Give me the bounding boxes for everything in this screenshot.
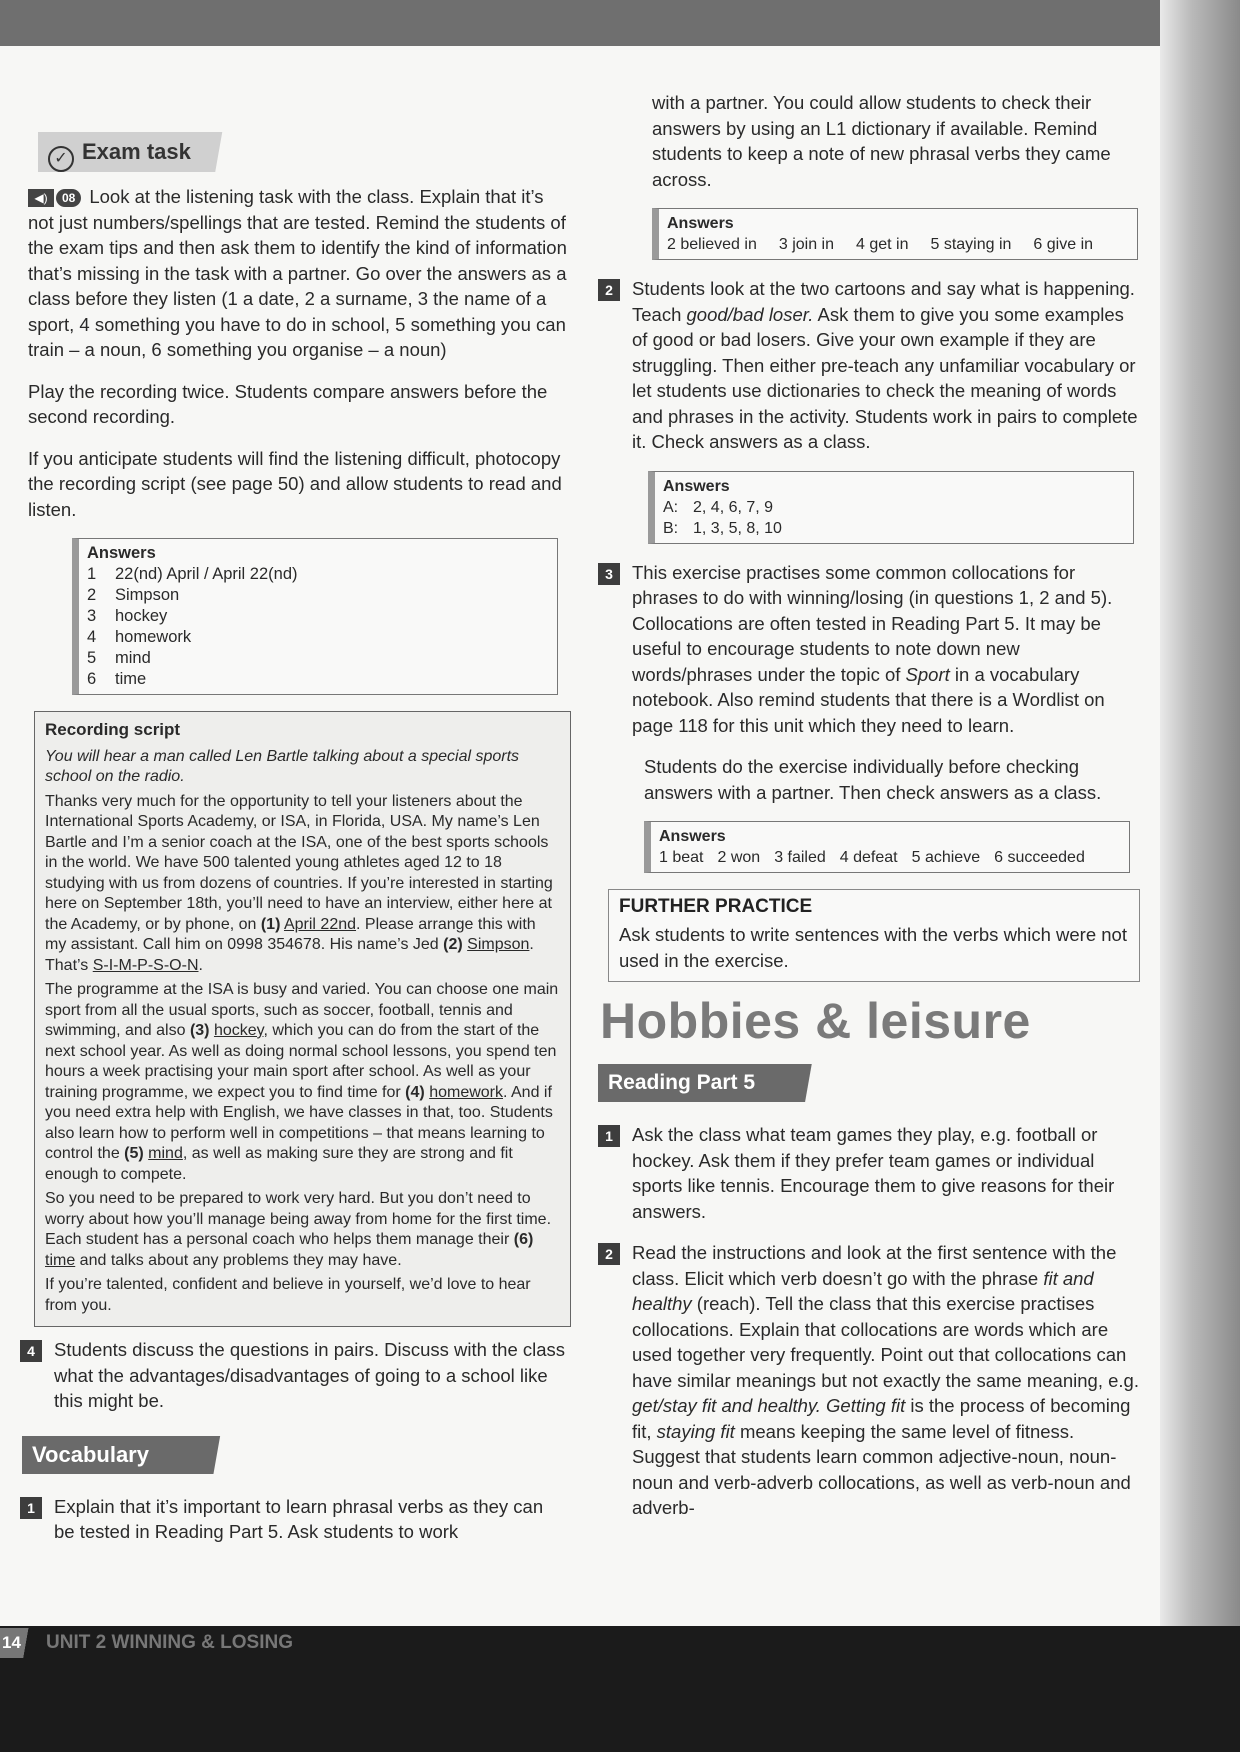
vocabulary-exercise-1: 1 Explain that it’s important to learn phrasal verbs as they can be tested in Reading Part 5. Ask students to work: [26, 1494, 568, 1545]
answers-title: Answers: [87, 544, 156, 562]
exercise-number: 2: [598, 1243, 620, 1265]
answers-row: B: 1, 3, 5, 8, 10: [663, 519, 782, 537]
answer-item: 2 Simpson: [87, 586, 180, 604]
recording-script-box: [34, 711, 571, 1327]
section-heading-hobbies: Hobbies & leisure: [600, 993, 1031, 1049]
further-practice-box: FURTHER PRACTICE Ask students to write sentences with the verbs which were not used in the exercise.: [608, 889, 1140, 982]
track-number: 08: [56, 189, 81, 207]
play-recording-paragraph: Play the recording twice. Students compare answers before the second recording.: [28, 380, 548, 427]
unit-title: UNIT 2 WINNING & LOSING: [46, 1632, 293, 1653]
answers-list: [87, 564, 547, 690]
script-paragraph: So you need to be prepared to work very hard. But you don’t need to worry about how you’ll manage being away from home for the first time. Each student has a personal coach who helps them manage their (6) time and talks about any problems they may have.: [45, 1190, 552, 1269]
photocopy-paragraph: If you anticipate students will find the listening difficult, photocopy the recording script (see page 50) and allow students to read and listen.: [28, 447, 562, 520]
recording-script-title: Recording script: [45, 720, 181, 739]
page-footer: [0, 1628, 293, 1658]
further-practice-title: FURTHER PRACTICE: [619, 896, 813, 917]
answers-row: 2 believed in 3 join in 4 get in 5 staying in 6 give in: [667, 236, 1094, 253]
answers-box-exam: [72, 538, 558, 695]
answers-box-cartoons: Answers A: 2, 4, 6, 7, 9 B: 1, 3, 5, 8, 10: [648, 471, 1134, 544]
exercise-number: 4: [20, 1340, 42, 1362]
answer-item: 1 22(nd) April / April 22(nd): [87, 565, 298, 583]
answer-item: 3 hockey: [87, 607, 168, 625]
answer-item: 6 time: [87, 670, 147, 688]
speaker-icon: ◀): [28, 189, 54, 207]
exam-task-banner: [38, 132, 261, 172]
book-page: [0, 46, 1196, 1653]
answer-item: 5 mind: [87, 649, 151, 667]
right-column: [600, 92, 1144, 1537]
exercise-2: 2 Students look at the two cartoons and say what is happening. Teach good/bad loser. Ask them to give you some examples of good or bad losers. Give your own example if they are struggling. Then either pre-teach any unfamiliar vocabulary or let students use dictionaries to check the meaning of words and phrases in the activity. Students work in pairs to complete it. Check answers as a class.: [604, 276, 1144, 455]
vocabulary-banner: Vocabulary: [22, 1436, 269, 1474]
exercise-3: 3 This exercise practises some common collocations for phrases to do with winning/losing (in questions 1, 2 and 5). Collocations are often tested in Reading Part 5. It may be useful to encourage students to note down new words/phrases under the topic of Sport in a vocabulary notebook. Also remind students that there is a Wordlist on page 118 for this unit which they need to learn.: [604, 560, 1144, 739]
left-column: [28, 126, 568, 1561]
script-paragraph: The programme at the ISA is busy and varied. You can choose one main sport from all the usual sports, such as soccer, football, tennis and swimming, and also (3) hockey, which you can do from the start of the next school year. As well as doing normal school lessons, you spend ten hours a week practising your main sport after school. As well as your training programme, we expect you to find time for (4) homework. And if you need extra help with English, we have classes in that, too. Students also learn how to perform well in competitions – that means learning to control the (5) mind, as well as making sure they are strong and fit enough to compete.: [45, 981, 559, 1183]
exam-task-paragraph: ◀) 08 Look at the listening task with the class. Explain that it’s not just numbers/spellings that are tested. Remind the students of the exam tips and then ask them to identify the kind of information that’s missing in the task with a partner. Go over the answers as a class before they listen (1 a date, 2 a surname, 3 the name of a sport, 4 something you have to do in school, 5 something you can train – a noun, 6 something you organise – a noun): [28, 186, 567, 360]
exercise-number: 3: [598, 563, 620, 585]
script-paragraph: Thanks very much for the opportunity to tell your listeners about the International Sports Academy, or ISA, in Florida, USA. My name’s Len Bartle and I’m a senior coach at the ISA, one of the best sports schools in the world. We have 500 talented young athletes aged 12 to 18 studying with us from dozens of countries. If you’re interested in starting here on September 18th, you’ll need to have an interview, either here at the Academy, or by phone, on (1) April 22nd. Please arrange this with my assistant. Call him on 0998 354678. His name’s Jed (2) Simpson. That’s S-I-M-P-S-O-N.: [45, 792, 553, 974]
exercise-number: 1: [20, 1497, 42, 1519]
script-paragraph: If you’re talented, confident and believe in yourself, we’d love to hear from you.: [45, 1276, 531, 1314]
answers-box-vocab: Answers 2 believed in 3 join in 4 get in 5 staying in 6 give in: [652, 208, 1138, 260]
answer-item: 4 homework: [87, 628, 192, 646]
continued-paragraph: with a partner. You could allow students to check their answers by using an L1 dictionary if available. Remind students to keep a note of new phrasal verbs they came across.: [652, 92, 1111, 190]
reading-exercise-2: 2 Read the instructions and look at the first sentence with the class. Elicit which verb doesn’t go with the phrase fit and healthy (reach). Tell the class that this exercise practises collocations. Explain that collocations are words which are used together very frequently. Point out that collocations can have similar meanings but not exactly the same meaning, e.g. get/stay fit and healthy. Getting fit is the process of becoming fit, staying fit means keeping the same level of fitness. Suggest that students learn common adjective-noun, noun-noun and verb-adverb collocations, as well as verb-noun and adverb-: [604, 1240, 1144, 1521]
answers-box-collocations: Answers 1 beat 2 won 3 failed 4 defeat 5 achieve 6 succeeded: [644, 821, 1130, 873]
reading-part-banner: Reading Part 5: [598, 1064, 865, 1102]
exam-task-title: Exam task: [82, 139, 191, 164]
page-number: 14: [0, 1628, 42, 1658]
answers-row: A: 2, 4, 6, 7, 9: [663, 498, 774, 516]
reading-exercise-1: 1 Ask the class what team games they play, e.g. football or hockey. Ask them if they prefer team games or individual sports like tennis. Encourage them to give reasons for their answers.: [604, 1122, 1144, 1224]
exercise-3-followup: Students do the exercise individually before checking answers with a partner. Then check answers as a class.: [644, 756, 1102, 803]
scan-top-edge: [0, 0, 1240, 46]
check-circle-icon: ✓: [48, 146, 74, 172]
exercise-number: 1: [598, 1125, 620, 1147]
recording-script-intro: You will hear a man called Len Bartle talking about a special sports school on the radio.: [45, 747, 520, 785]
answers-row: 1 beat 2 won 3 failed 4 defeat 5 achieve 6 succeeded: [659, 849, 1085, 866]
page-spine-edge: [1160, 0, 1240, 1626]
exercise-4: 4 Students discuss the questions in pairs. Discuss with the class what the advantages/disadvantages of going to a school like this might be.: [26, 1337, 568, 1414]
exercise-number: 2: [598, 279, 620, 301]
